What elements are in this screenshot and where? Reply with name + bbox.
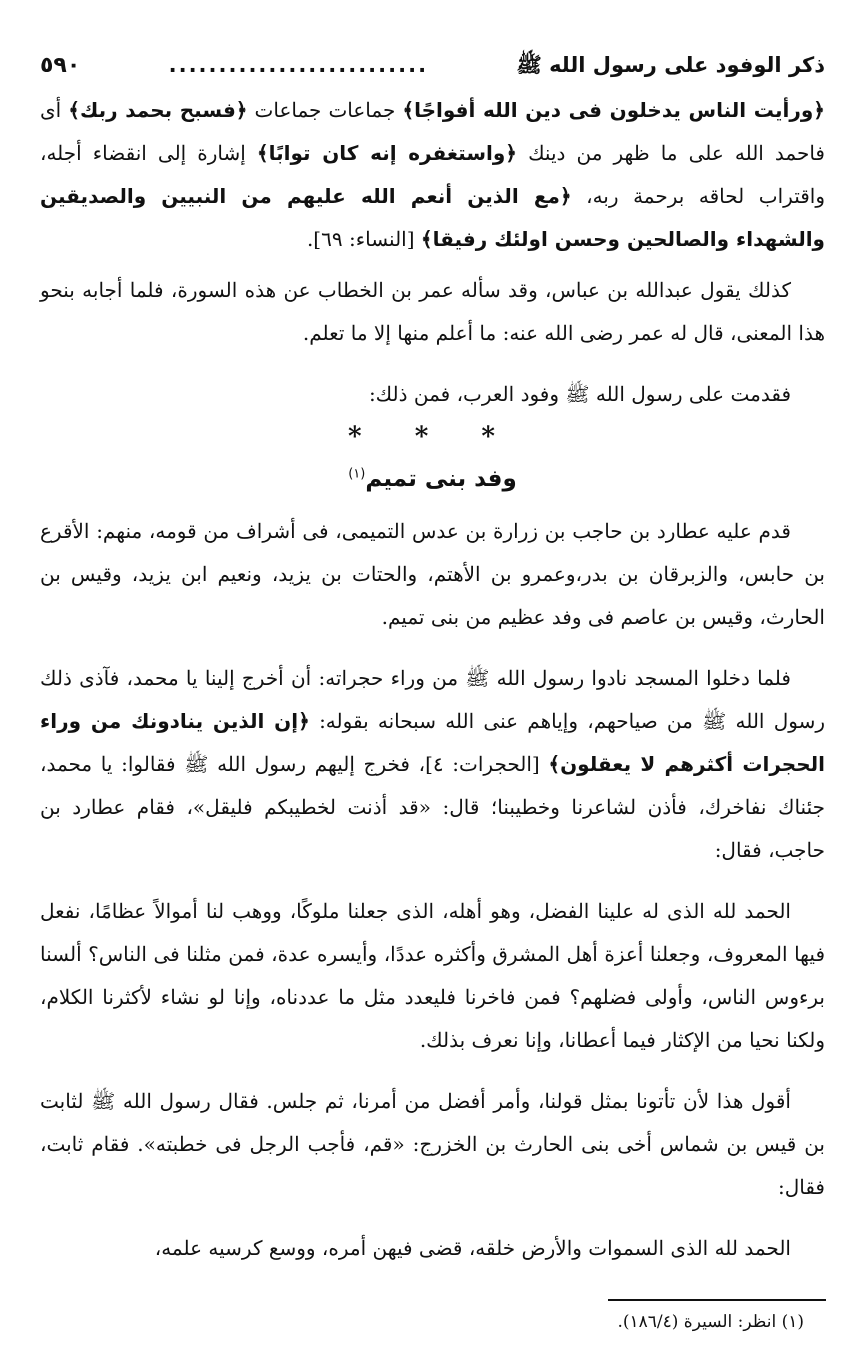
section-heading [40,466,825,492]
page-number: ٥٩٠ [40,53,81,78]
text-span: أى فاحمد الله على ما ظهر من دينك [40,98,825,165]
paragraph-1 [40,89,825,261]
text-span: إشارة إلى انقضاء أجله، واقتراب لحاقه برحمة ربه، [40,141,826,208]
text-span: [الحجرات: ٤]، فخرج إليهم رسول الله ﷺ فقالوا: يا محمد، جئناك نفاخرك، فأذن لشاعرنا وخطيبنا؛ قال: «قد أذنت لخطيبكم فليقل»، فقام عطارد بن حاجب، فقال: [40,752,825,862]
paragraph-6: الحمد لله الذى له علينا الفضل، وهو أهله، الذى جعلنا ملوكًا، ووهب لنا أموالاً عظامًا، نفعل فيها المعروف، وجعلنا أعزة أهل المشرق وأكثره عددًا، وأيسره عدة، فمن مثلنا فى الناس؟ ألسنا برءوس الناس، وأولى فضلهم؟ فمن فاخرنا فليعدد مثل ما عددناه، وإنا لو نشاء لأكثرنا الكلام، ولكنا نحيا من الإكثار فيما أعطانا، وإنا نعرف بذلك. [40,899,825,1052]
heading-text: وفد بنى تميم [365,466,517,492]
book-page [40,52,825,1288]
text-span: فلما دخلوا المسجد نادوا رسول الله ﷺ من وراء حجراته: أن أخرج إلينا يا محمد، فآذى ذلك رسول الله ﷺ من صياحهم، وإياهم عنى الله سبحانه بقوله: [40,666,825,733]
quran-verse: ﴿ورأيت الناس يدخلون فى دين الله أفواجًا﴾ [402,98,825,122]
running-header [40,52,825,83]
paragraph-2: كذلك يقول عبدالله بن عباس، وقد سأله عمر بن الخطاب عن هذه السورة، فلما أجابه بنحو هذا المعنى، قال له عمر رضى الله عنه: ما أعلم منها إلا ما تعلم. [40,278,825,345]
header-leader-dots: .......................... [168,53,429,77]
paragraph-7: أقول هذا لأن تأتونا بمثل قولنا، وأمر أفضل من أمرنا، ثم جلس. فقال رسول الله ﷺ لثابت بن قيس بن شماس أخى بنى الحارث بن الخزرج: «قم، فأجب الرجل فى خطبته». فقام ثابت، فقال: [40,1089,825,1199]
paragraph-5 [40,657,825,872]
paragraph-4: قدم عليه عطارد بن حاجب بن زرارة بن عدس التميمى، فى أشراف من قومه، منهم: الأقرع بن حابس، والزبرقان بن بدر،وعمرو بن الأهتم، والحتات بن يزيد، ونعيم ابن يزيد، وقيس بن الحارث، وقيس بن عاصم فى وفد عظيم من بنى تميم. [40,519,825,629]
paragraph-3: فقدمت على رسول الله ﷺ وفود العرب، فمن ذلك: [368,382,791,406]
text-span: جماعات جماعات [247,98,403,122]
section-separator: * * * [348,422,517,452]
footnote-divider [608,1299,826,1301]
paragraph-8: الحمد لله الذى السموات والأرض خلقه، قضى فيهن أمره، ووسع كرسيه علمه، [154,1236,791,1260]
header-title: ذكر الوفود على رسول الله ﷺ [516,53,825,77]
quran-verse: ﴿مع الذين أنعم الله عليهم من النبيين والصديقين والشهداء والصالحين وحسن اولئك رفيقا﴾ [40,184,825,251]
footnote: (١) انظر: السيرة (١٨٦/٤). [617,1312,804,1332]
quran-verse: ﴿فسبح بحمد ربك﴾ [68,98,248,122]
footnote-marker: (١) [348,466,366,482]
quran-verse: ﴿واستغفره إنه كان توابًا﴾ [256,141,518,165]
quran-verse: ﴿إن الذين ينادونك من وراء الحجرات أكثرهم لا يعقلون﴾ [40,709,825,776]
text-span: [النساء: ٦٩]. [306,227,421,251]
